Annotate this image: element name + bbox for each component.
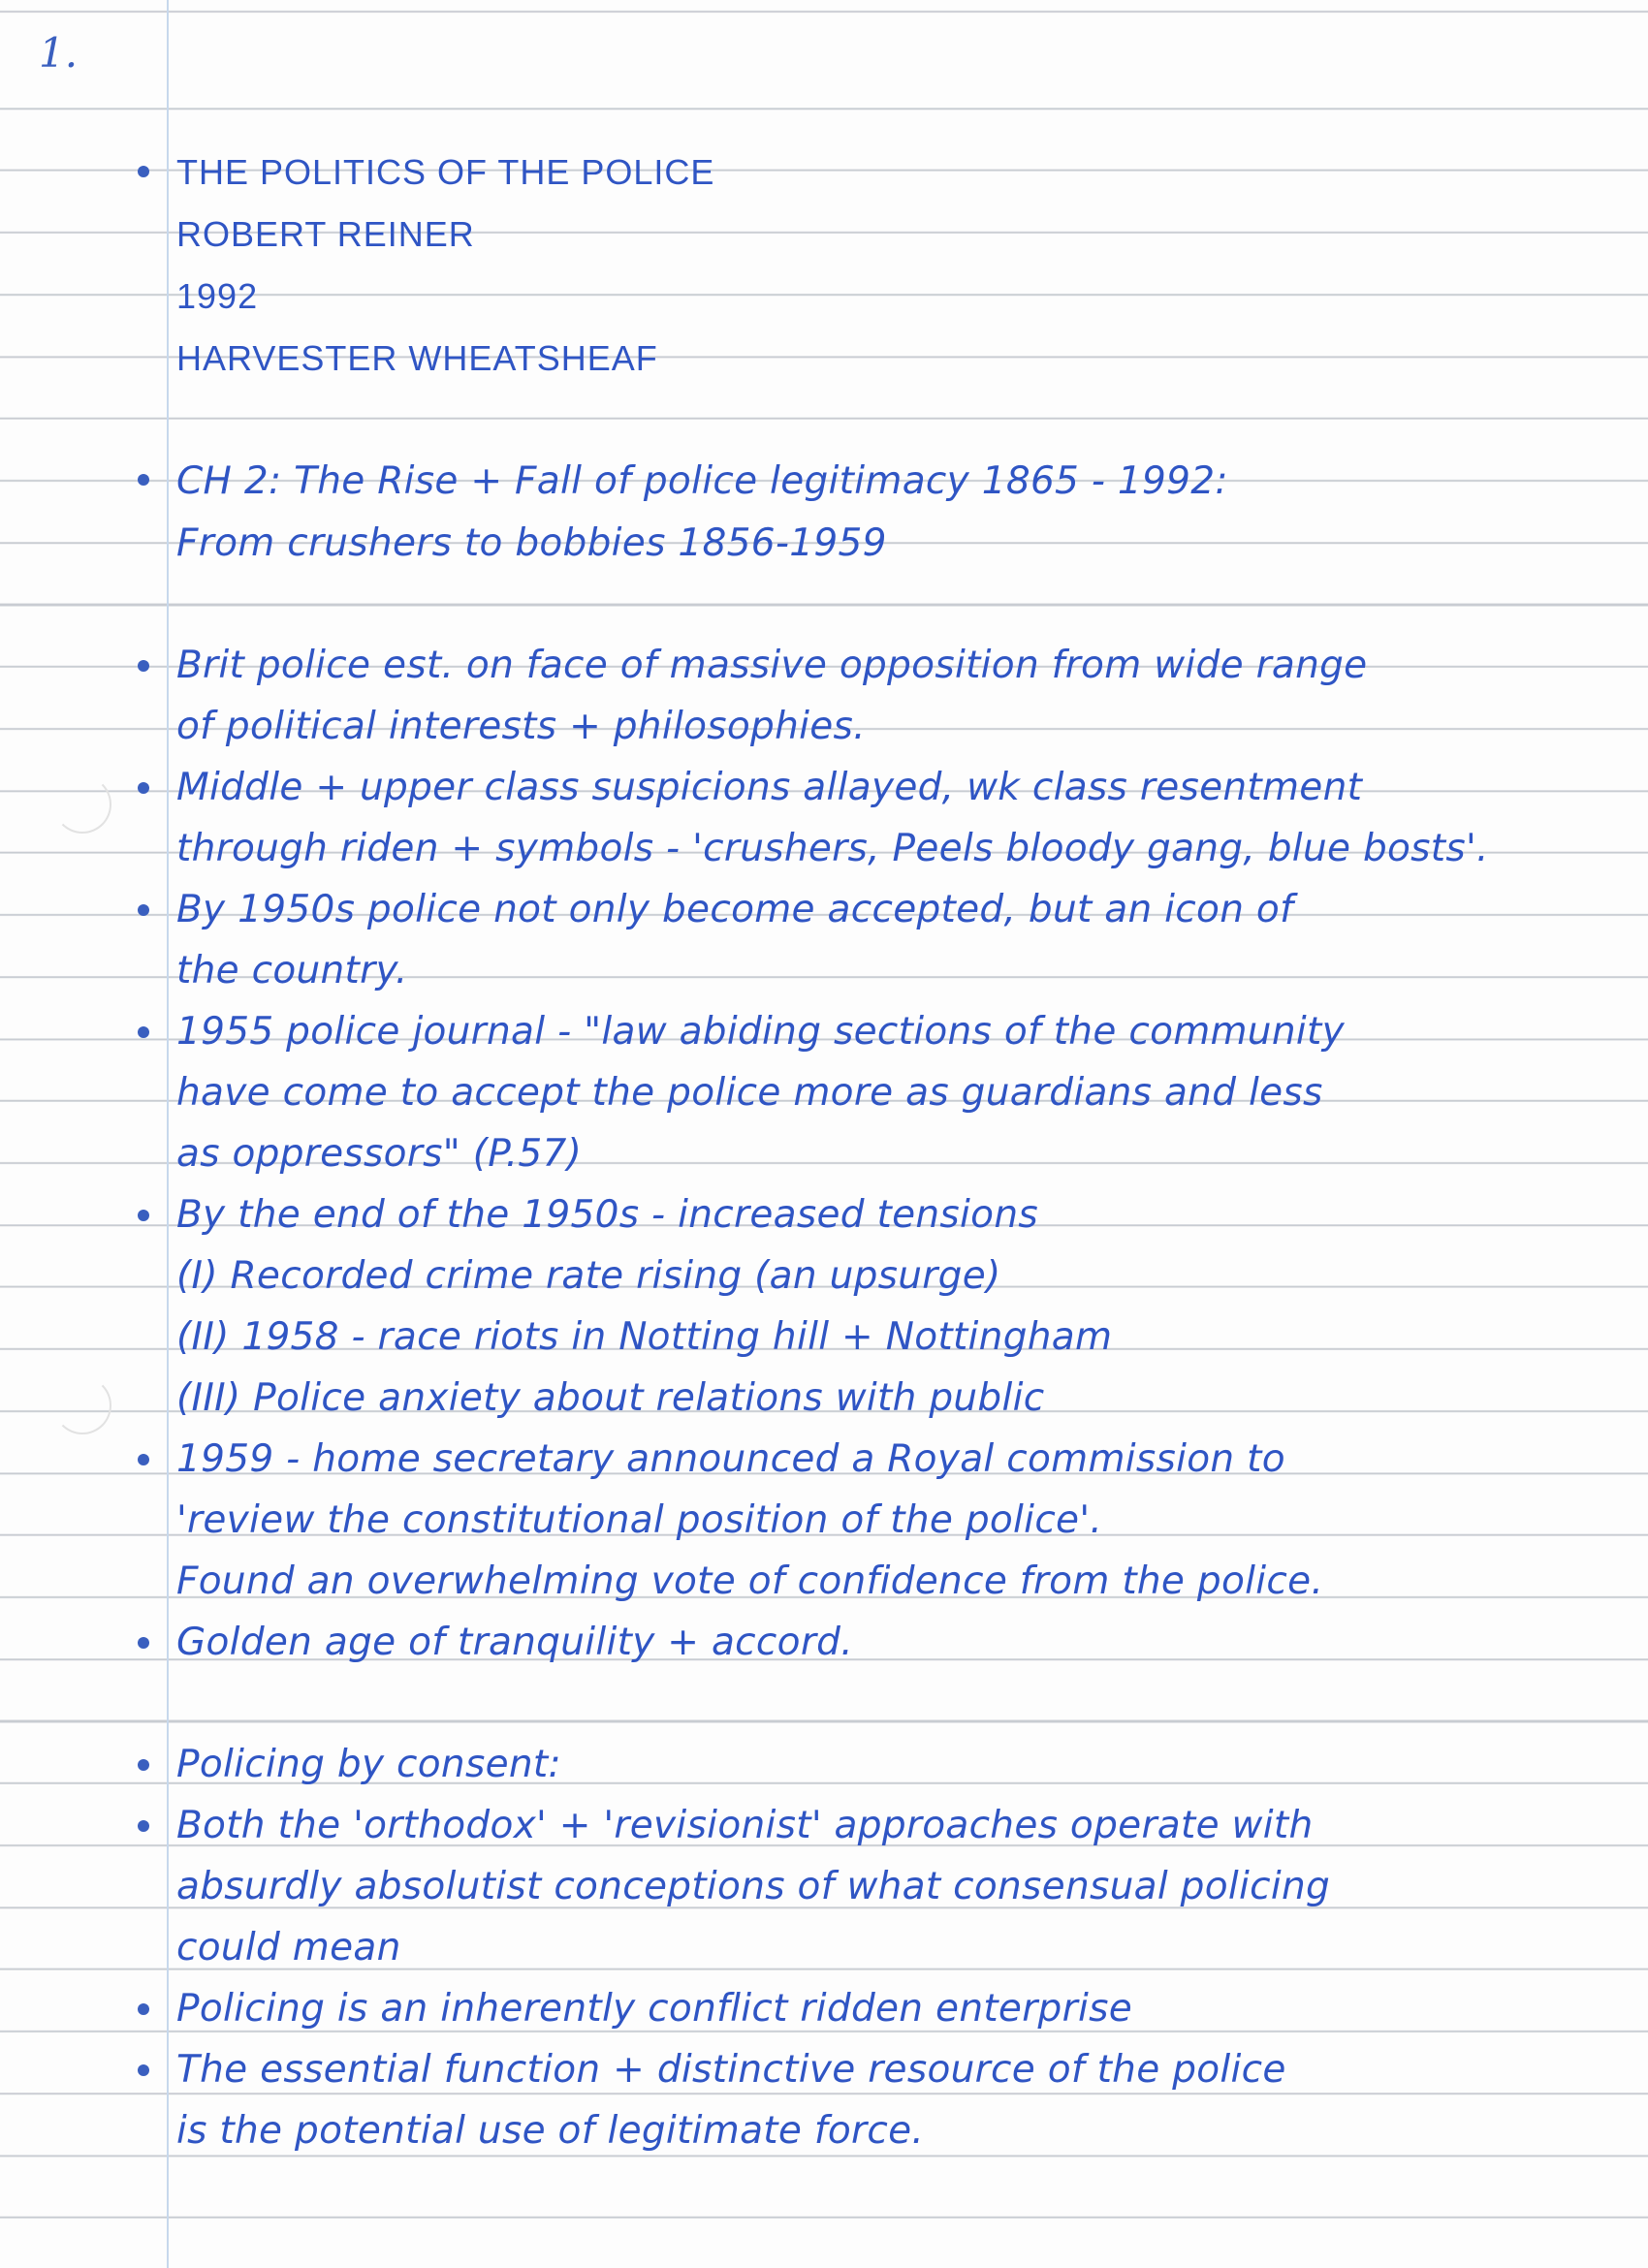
note-line: as oppressors" (P.57) [176, 1132, 583, 1176]
note-line: 'review the constitutional position of the police'. [176, 1498, 1103, 1542]
note-line: Middle + upper class suspicions allayed, wk class resentment [176, 766, 1363, 809]
bullet-dot [138, 1759, 149, 1771]
note-line: Golden age of tranquility + accord. [176, 1621, 853, 1664]
bullet-dot [138, 904, 149, 916]
bullet-dot [138, 782, 149, 794]
bullet-dot [138, 166, 149, 177]
note-line: By 1950s police not only become accepted, but an icon of [176, 888, 1294, 931]
bullet-dot [138, 1026, 149, 1038]
note-line: the country. [176, 949, 408, 992]
note-line: Both the 'orthodox' + 'revisionist' approaches operate with [176, 1804, 1314, 1847]
bullet-dot [138, 2064, 149, 2076]
note-line: (I) Recorded crime rate rising (an upsurge) [176, 1254, 1001, 1298]
book-year: 1992 [176, 276, 259, 316]
punch-hole-top [53, 775, 111, 834]
note-line: through riden + symbols - 'crushers, Peels bloody gang, blue bosts'. [176, 827, 1489, 870]
bullet-dot [138, 1454, 149, 1465]
note-line: could mean [176, 1926, 401, 1969]
bullet-dot [138, 1210, 149, 1221]
note-line: Brit police est. on face of massive opposition from wide range [176, 644, 1368, 687]
punch-hole-bottom [53, 1376, 111, 1434]
chapter-subheading: From crushers to bobbies 1856-1959 [176, 521, 887, 565]
book-author: ROBERT REINER [176, 214, 475, 254]
book-title: THE POLITICS OF THE POLICE [176, 152, 715, 192]
note-line: (III) Police anxiety about relations with public [176, 1376, 1045, 1420]
note-line: 1959 - home secretary announced a Royal commission to [176, 1437, 1285, 1481]
bullet-dot [138, 2003, 149, 2015]
note-line: The essential function + distinctive resource of the police [176, 2048, 1286, 2092]
section-heading: Policing by consent: [176, 1743, 561, 1786]
note-line: have come to accept the police more as guardians and less [176, 1071, 1323, 1115]
note-line: absurdly absolutist conceptions of what consensual policing [176, 1865, 1331, 1908]
note-line: of political interests + philosophies. [176, 705, 866, 748]
bullet-dot [138, 474, 149, 486]
chapter-heading: CH 2: The Rise + Fall of police legitimacy 1865 - 1992: [176, 459, 1228, 503]
page-number: 1. [39, 29, 79, 77]
book-publisher: HARVESTER WHEATSHEAF [176, 338, 658, 378]
bullet-dot [138, 1820, 149, 1832]
note-line: By the end of the 1950s - increased tensions [176, 1193, 1038, 1237]
note-line: Found an overwhelming vote of confidence from the police. [176, 1559, 1324, 1603]
note-line: Policing is an inherently conflict ridden enterprise [176, 1987, 1132, 2031]
note-line: 1955 police journal - "law abiding sections of the community [176, 1010, 1345, 1054]
bullet-dot [138, 1637, 149, 1649]
bullet-dot [138, 660, 149, 672]
note-line: is the potential use of legitimate force. [176, 2109, 925, 2153]
margin-line [167, 0, 169, 2268]
note-line: (II) 1958 - race riots in Notting hill + Nottingham [176, 1315, 1113, 1359]
